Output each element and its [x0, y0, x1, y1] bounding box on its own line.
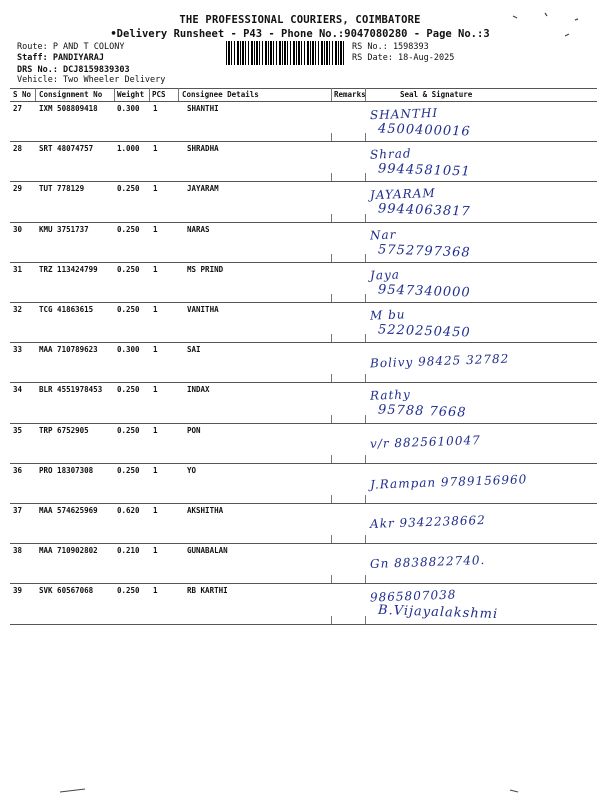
cell-sno: 35 — [13, 425, 23, 435]
row-separator — [10, 463, 597, 464]
cell-sno: 31 — [13, 264, 23, 274]
cell-pcs: 1 — [153, 224, 158, 234]
col-divider — [365, 334, 366, 342]
row-separator — [10, 543, 597, 544]
cell-consignment: PRO 18307308 — [39, 465, 94, 475]
row-separator — [10, 141, 597, 142]
row-separator — [10, 583, 597, 584]
cell-pcs: 1 — [153, 104, 158, 113]
col-divider — [365, 214, 366, 222]
cell-consignee: SHRADHA — [187, 144, 219, 154]
handwritten-signature: 5752797368 — [377, 241, 471, 261]
cell-consignee: PON — [187, 425, 201, 435]
header-top-rule — [10, 88, 597, 89]
cell-weight: 0.300 — [117, 104, 140, 113]
cell-pcs: 1 — [153, 305, 158, 314]
cell-pcs: 1 — [153, 345, 158, 355]
cell-weight: 0.250 — [117, 264, 140, 274]
staff-label: Staff: PANDIYARAJ — [17, 53, 104, 63]
cell-sno: 39 — [13, 586, 23, 596]
col-header-consignee: Consignee Details — [182, 90, 259, 99]
cell-pcs: 1 — [153, 586, 158, 596]
col-header-seal: Seal & Signature — [400, 90, 473, 99]
col-divider — [114, 88, 115, 101]
handwritten-signature: v/r 8825610047 — [369, 432, 481, 451]
row-separator — [10, 503, 597, 504]
col-divider — [365, 616, 366, 624]
drs-number: DRS No.: DCJ8159839303 — [17, 65, 130, 75]
col-divider — [365, 495, 366, 503]
handwritten-signature: 95788 7668 — [377, 402, 467, 421]
cell-weight: 0.250 — [117, 425, 140, 435]
handwritten-signature: JAYARAM — [369, 186, 436, 203]
col-divider — [365, 133, 366, 141]
col-header-pcs: PCS — [152, 90, 166, 99]
handwritten-signature: 9944063817 — [377, 201, 471, 221]
handwritten-signature: 9547340000 — [377, 282, 471, 301]
bottom-scan-marks — [30, 784, 590, 798]
col-divider — [331, 616, 332, 624]
col-divider — [331, 88, 332, 101]
handwritten-signature: SHANTHI — [369, 105, 439, 123]
cell-consignment: MAA 710789623 — [39, 345, 98, 355]
cell-sno: 27 — [13, 104, 23, 113]
row-separator — [10, 181, 597, 182]
cell-weight: 1.000 — [117, 144, 140, 154]
cell-pcs: 1 — [153, 546, 158, 556]
col-header-remarks: Remarks — [334, 90, 366, 99]
header-bottom-rule — [10, 101, 597, 102]
cell-consignment: TRZ 113424799 — [39, 264, 98, 274]
handwritten-signature: M bu — [369, 307, 406, 323]
col-divider — [331, 133, 332, 141]
cell-consignment: TUT 778129 — [39, 184, 85, 194]
route-label: Route: P AND T COLONY — [17, 42, 125, 52]
handwritten-signature: Akr 9342238662 — [369, 512, 487, 532]
cell-pcs: 1 — [153, 465, 158, 475]
row-separator — [10, 624, 597, 625]
col-divider — [365, 254, 366, 262]
col-divider — [331, 575, 332, 583]
cell-weight: 0.250 — [117, 224, 140, 234]
handwritten-signature: 9865807038 — [369, 587, 457, 605]
cell-sno: 29 — [13, 184, 23, 194]
row-separator — [10, 423, 597, 424]
col-divider — [365, 455, 366, 463]
col-divider — [331, 334, 332, 342]
cell-sno: 37 — [13, 506, 23, 515]
col-divider — [365, 535, 366, 543]
cell-weight: 0.300 — [117, 345, 140, 355]
col-divider — [331, 173, 332, 181]
cell-pcs: 1 — [153, 385, 158, 395]
col-divider — [149, 88, 150, 101]
cell-consignee: MS PRIND — [187, 264, 224, 274]
col-divider — [331, 254, 332, 262]
handwritten-signature: 4500400016 — [377, 121, 471, 140]
col-header-sno: S No — [13, 90, 32, 99]
col-divider — [331, 495, 332, 503]
cell-consignment: BLR 4551978453 — [39, 385, 103, 395]
cell-weight: 0.250 — [117, 305, 140, 314]
col-divider — [331, 374, 332, 382]
cell-sno: 34 — [13, 385, 23, 395]
col-divider — [331, 294, 332, 302]
cell-consignment: MAA 574625969 — [39, 506, 98, 515]
col-divider — [365, 173, 366, 181]
handwritten-signature: Rathy — [369, 387, 412, 404]
cell-pcs: 1 — [153, 184, 158, 194]
cell-consignment: TCG 41863615 — [39, 305, 94, 314]
handwritten-signature: 9944581051 — [377, 161, 471, 180]
col-divider — [365, 294, 366, 302]
cell-consignee: AKSHITHA — [187, 506, 224, 515]
handwritten-signature: B.Vijayalakshmi — [377, 603, 499, 623]
row-separator — [10, 382, 597, 383]
cell-sno: 33 — [13, 345, 23, 355]
cell-consignment: SVK 60567068 — [39, 586, 94, 596]
cell-sno: 28 — [13, 144, 23, 154]
col-divider — [331, 455, 332, 463]
cell-consignment: TRP 6752905 — [39, 425, 89, 435]
col-divider — [365, 415, 366, 423]
cell-sno: 38 — [13, 546, 23, 556]
col-divider — [178, 88, 179, 101]
col-divider — [331, 415, 332, 423]
col-divider — [365, 575, 366, 583]
cell-weight: 0.250 — [117, 586, 140, 596]
handwritten-signature: Nar — [369, 227, 397, 243]
cell-sno: 36 — [13, 465, 23, 475]
cell-consignee: SHANTHI — [187, 104, 219, 113]
cell-consignee: SAI — [187, 345, 201, 355]
scan-marks — [505, 8, 585, 48]
rs-number: RS No.: 1598393 — [352, 42, 429, 52]
cell-weight: 0.250 — [117, 385, 140, 395]
cell-weight: 0.250 — [117, 184, 140, 194]
cell-pcs: 1 — [153, 425, 158, 435]
handwritten-signature: Shrad — [369, 146, 412, 162]
runsheet-subtitle: •Delivery Runsheet - P43 - Phone No.:9047080280 - Page No.:3 — [110, 28, 490, 40]
row-separator — [10, 342, 597, 343]
handwritten-signature: J.Rampan 9789156960 — [369, 472, 528, 492]
cell-weight: 0.210 — [117, 546, 140, 556]
rs-date: RS Date: 18-Aug-2025 — [352, 53, 455, 63]
row-separator — [10, 302, 597, 303]
cell-pcs: 1 — [153, 506, 158, 515]
handwritten-signature: 5220250450 — [377, 322, 471, 341]
cell-sno: 32 — [13, 305, 23, 314]
cell-consignee: YO — [187, 465, 197, 475]
cell-consignee: VANITHA — [187, 305, 219, 314]
cell-consignment: KMU 3751737 — [39, 224, 89, 234]
cell-consignment: IXM 508809418 — [39, 104, 98, 113]
cell-weight: 0.250 — [117, 465, 140, 475]
col-header-weight: Weight — [117, 90, 145, 99]
cell-sno: 30 — [13, 224, 23, 234]
cell-weight: 0.620 — [117, 506, 140, 515]
col-divider — [35, 88, 36, 101]
vehicle-label: Vehicle: Two Wheeler Delivery — [17, 75, 166, 85]
handwritten-signature: Bolivy 98425 32782 — [369, 351, 510, 371]
cell-pcs: 1 — [153, 144, 158, 154]
cell-consignee: RB KARTHI — [187, 586, 228, 596]
cell-consignment: MAA 710902802 — [39, 546, 98, 556]
runsheet-subtitle-text: Delivery Runsheet - P43 - Phone No.:9047080280 - Page No.:3 — [116, 28, 490, 40]
cell-consignee: NARAS — [187, 224, 210, 234]
row-separator — [10, 222, 597, 223]
company-title: THE PROFESSIONAL COURIERS, COIMBATORE — [179, 14, 421, 26]
row-separator — [10, 262, 597, 263]
cell-consignee: GUNABALAN — [187, 546, 228, 556]
col-divider — [331, 535, 332, 543]
col-divider — [365, 374, 366, 382]
cell-pcs: 1 — [153, 264, 158, 274]
barcode-image — [226, 41, 346, 65]
handwritten-signature: Gn 8838822740. — [369, 553, 486, 572]
cell-consignee: INDAX — [187, 385, 210, 395]
cell-consignment: SRT 48074757 — [39, 144, 94, 154]
cell-consignee: JAYARAM — [187, 184, 219, 194]
col-header-consignment: Consignment No — [39, 90, 103, 99]
col-divider — [331, 214, 332, 222]
handwritten-signature: Jaya — [369, 267, 401, 283]
